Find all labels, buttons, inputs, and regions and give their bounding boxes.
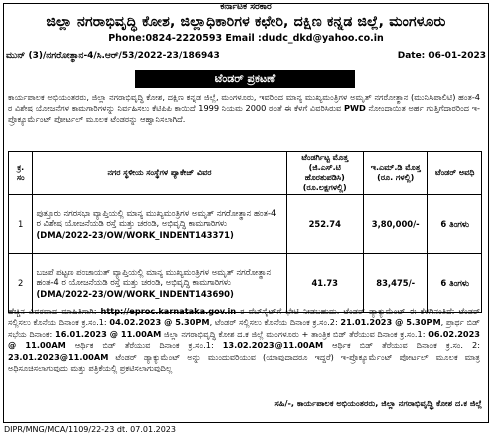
footer-text: , ಪ್ರಾರ್ಥ ಬಿಡ್ ಸಭೆಯ ದಿನಾಂಕ: — [8, 317, 480, 339]
header-work: ನಗರ ಸ್ಥಳೀಯ ಸಂಸ್ಥೆಗಳ ಪ್ಯಾಕೇಜ್ ವಿವರ — [33, 152, 286, 195]
bid-date: 21.01.2023 @ 5.30PM — [340, 317, 441, 328]
tender-table-header — [9, 152, 482, 195]
reference-number: ಮುನ್ (3)/ನಗರೋತ್ಥಾನ-4/ಸಿ.ಆರ್/53/2022-23/186943 — [6, 51, 220, 61]
dipr-reference: DIPR/MNG/MCA/1109/22-23 dt. 07.01.2023 — [4, 425, 176, 434]
row-work-indent: (DMA/2022-23/OW/WORK_INDENT143690) — [36, 288, 234, 299]
footer-text: ಹೆಚ್ಚಿನ ವಿವರವಾದ ಮಾಹಿತಿಗಾಗಿ: — [8, 306, 97, 316]
intro-paragraph — [8, 92, 480, 126]
intro-text-1: ಕಾರ್ಯಪಾಲಕ ಅಭಿಯಂತರರು, ಜಿಲ್ಲಾ ನಗರಾಭಿವೃದ್ಧಿ ಕೋಶ, ದಕ್ಷಿಣ ಕನ್ನಡ ಜಿಲ್ಲೆ, ಮಂಗಳೂರು, ಇವರಿಂದ ಮಾನ್ಯ ಮುಖ್ಯಮಂತ್ರಿಗಳ ಅಮೃತ್ ನಗರೋತ್ಥಾನ (ಮುನಿಸಿಪಾಲಿಟಿ) ಹಂತ-4 ರ ವಿಶೇಷ ಯೋಜನೆಗಳ ಕಾಮಗಾರಿಗಳನ್ನು ನಿರ್ವಹಿಸಲು ಕೆಟಿಪಿಪಿ ಕಾಯಿದೆ 1999 ನಿಯಮ 2000 ರಂತೆ ಈ ಕೆಳಗೆ ವಿವರಿಸಿರುವ — [8, 92, 480, 114]
row-period: 6 ತಿಂಗಳು — [428, 195, 482, 254]
office-title: ಜಿಲ್ಲಾ ನಗರಾಭಿವೃದ್ಧಿ ಕೋಶ, ಜಿಲ್ಲಾಧಿಕಾರಿಗಳ ಕಛೇರಿ, ದಕ್ಷಿಣ ಕನ್ನಡ ಜಿಲ್ಲೆ, ಮಂಗಳೂರು — [46, 14, 446, 30]
contact-line: Phone:0824-2220593 Email :dudc_dkd@yahoo.co.in — [108, 33, 384, 44]
eproc-url: http://eproc.karnataka.gov.in — [100, 306, 237, 316]
intro-pwd: PWD — [343, 103, 366, 114]
reference-row — [6, 51, 486, 64]
row-amount: 252.74 — [286, 195, 363, 254]
government-label: ಕರ್ನಾಟಕ ಸರಕಾರ — [220, 2, 272, 12]
intro-text-2: ನೋಂದಾಯಿತ ಅರ್ಹ ಗುತ್ತಿಗೆದಾರರಿಂದ ಇ-ಪ್ರೊಕ್ಯೂರ್ಮೆಂಟ್ ಪೋರ್ಟಲ್ ಮೂಲಕ ಟೆಂಡರನ್ನು ಆಹ್ವಾನಿಸಲಾಗಿದೆ. — [8, 103, 480, 125]
header-amount: ಟೆಂಡರ್ಗಿಟ್ಟ ಮೊತ್ತ (ಜಿ.ಎಸ್.ಟಿ ಹೊರತುಪಡಿಸಿ) (ರೂ.ಲಕ್ಷಗಳಲ್ಲಿ) — [286, 152, 363, 195]
footer-text: ಆರ್ಥಿಕ ಬಿಡ್ ತೆರೆಯುವ ದಿನಾಂಕ ಕ್ರ.ಸಂ.1: — [65, 340, 214, 351]
bid-date: 23.01.2023@11.00AM — [8, 351, 109, 362]
footer-text: , ಟೆಂಡರ್ ಸಲ್ಲಿಸಲು ಕೊನೆಯ ದಿನಾಂಕ ಕ್ರ.ಸಂ.2: — [209, 317, 338, 328]
header-emd: ಇ.ಎಮ್.ಡಿ ಮೊತ್ತ (ರೂ. ಗಳಲ್ಲಿ) — [363, 152, 427, 195]
header-serial: ಕ್ರ. ಸಂ — [9, 152, 33, 195]
details-paragraph — [8, 306, 480, 374]
table-row — [9, 195, 482, 254]
table-row — [9, 254, 482, 313]
tender-table — [8, 151, 482, 313]
row-emd: 83,475/- — [363, 254, 427, 313]
row-serial: 2 — [9, 254, 33, 313]
notice-date: Date: 06-01-2023 — [397, 51, 486, 61]
signature-line: ಸಹಿ/-, ಕಾರ್ಯಪಾಲಕ ಅಭಿಯಂತರರು, ಜಿಲ್ಲಾ ನಗರಾಭಿವೃದ್ಧಿ ಕೋಶ ದ.ಕ ಜಿಲ್ಲೆ — [274, 398, 482, 408]
row-amount: 41.73 — [286, 254, 363, 313]
row-work — [33, 254, 286, 313]
row-work-description: ಬಜಪೆ ಪಟ್ಟಣ ಪಂಚಾಯತ್ ವ್ಯಾಪ್ತಿಯಲ್ಲಿ ಮಾನ್ಯ ಮುಖ್ಯಮಂತ್ರಿಗಳ ಅಮೃತ್ ನಗರೋತ್ಥಾನ ಹಂತ-4 ರ ಯೋಜನೆಯಡಿ ರಸ್ತೆ ಮತ್ತು ಚರಂಡಿ, ಅಭಿವೃದ್ಧಿ ಕಾಮಗಾರಿಗಳು — [36, 266, 272, 287]
row-period: 6 ತಿಂಗಳು — [428, 254, 482, 313]
footer-text: ಆರ್ಥಿಕ ಬಿಡ್ ತೆರೆಯುವ ದಿನಾಂಕ ಕ್ರ.ಸಂ. 2: — [323, 340, 481, 351]
tender-notice-banner: ಟೆಂಡರ್ ಪ್ರಕಟಣೆ — [135, 70, 355, 88]
footer-text: ಟೆಂಡರ್ ಡ್ಯಾಕ್ಯುಮೆಂಟ್ ಅನ್ನು ಮುಂದುವರಿಯುವ (ಯಾವುದಾದರೂ ಇದ್ದರೆ) ಇ-ಪ್ರೊಕ್ಯೂರ್ಮೆಂಟ್ ಪೋರ್ಟಲ್ ಮೂಲಕ ಮಾತ್ರ ಅಧಿಸೂಚಿಸಲಾಗುವುದು ಮತ್ತು ಪತ್ರಿಕೆಯಲ್ಲಿ ಪ್ರಕಟಿಸಲಾಗುವುದಿಲ್ಲ — [8, 351, 480, 374]
row-serial: 1 — [9, 195, 33, 254]
footer-text: ರ ವೆಬ್‌ಸೈಟ್‌ಗೆ ಭೇಟಿ ನೀಡಬಹುದು. ಟೆಂಡರ್ ಡ್ಯಾಕ್ಯುಮೆಂಟ್ ಈ ಕೆಳಗಿನಂತಿದೆ: ಟೆಂಡರ್ ಸಲ್ಲಿಸಲು ಕೊನೆಯ ದಿನಾಂಕ ಕ್ರ.ಸಂ.1: — [8, 306, 481, 328]
bid-date: 04.02.2023 @ 5.30PM — [109, 317, 210, 328]
row-work-indent: (DMA/2022-23/OW/WORK_INDENT143371) — [36, 229, 234, 240]
header-period: ಟೆಂಡರ್ ಅವಧಿ — [428, 152, 482, 195]
row-work-description: ಪುತ್ತೂರು ನಗರಸಭಾ ವ್ಯಾಪ್ತಿಯಲ್ಲಿ ಮಾನ್ಯ ಮುಖ್ಯಮಂತ್ರಿಗಳ ಅಮೃತ್ ನಗರೋತ್ಥಾನ ಹಂತ-4 ರ ವಿಶೇಷ ಯೋಜನೆಯಡಿ ರಸ್ತೆ ಮತ್ತು ಚರಂಡಿ, ಅಭಿವೃದ್ಧಿ ಕಾಮಗಾರಿಗಳು — [36, 207, 277, 228]
footer-text: ಜಿಲ್ಲಾ ನಗರಾಭಿವೃದ್ಧಿ ಕೋಶ ದ.ಕ ಜಿಲ್ಲೆ ಮಂಗಳೂರು + ತಾಂತ್ರಿಕ ಬಿಡ್ ತೆರೆಯುವ ದಿನಾಂಕ ಕ್ರ.ಸಂ.1: — [161, 328, 426, 339]
bid-date: 16.01.2023 @ 11.00AM — [55, 328, 162, 339]
bid-date: 06.02.2023 @ 11.00AM — [8, 328, 480, 351]
row-emd: 3,80,000/- — [363, 195, 427, 254]
bid-date: 13.02.2023@11.00AM — [222, 340, 324, 351]
row-work — [33, 195, 286, 254]
